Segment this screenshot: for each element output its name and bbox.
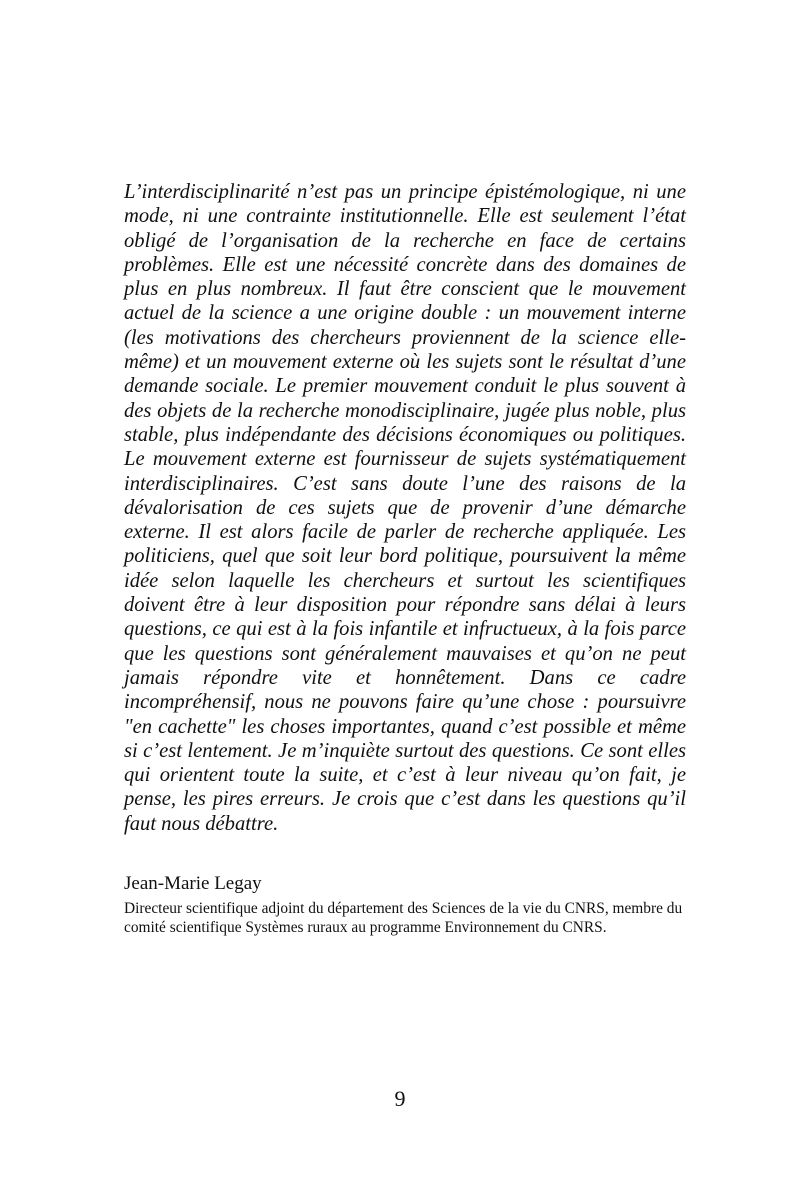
quote-paragraph: L’interdisciplinarité n’est pas un principe épistémologique, ni une mode, ni une contrainte institutionnelle. Elle est seulement l’état obligé de l’organisation de la recherche en face de certains problèmes. Elle est une nécessité concrète dans des domaines de plus en plus nombreux. Il faut être conscient que le mouvement actuel de la science a une origine double : un mouvement interne (les motivations des chercheurs proviennent de la science elle-même) et un mouvement externe où les sujets sont le résultat d’une demande sociale. Le premier mouvement conduit le plus souvent à des objets de la recherche monodisciplinaire, jugée plus noble, plus stable, plus indépendante des décisions économiques ou politiques. Le mouvement externe est fournisseur de sujets systématiquement interdisciplinaires. C’est sans doute l’une des raisons de la dévalorisation de ces sujets que de provenir d’une démarche externe. Il est alors facile de parler de recherche appliquée. Les politiciens, quel que soit leur bord politique, poursuivent la même idée selon laquelle les chercheurs et surtout les scientifiques doivent être à leur disposition pour répondre sans délai à leurs questions, ce qui est à la fois infantile et infructueux, à la fois parce que les questions sont généralement mauvaises et qu’on ne peut jamais répondre vite et honnêtement. Dans ce cadre incompréhensif, nous ne pouvons faire qu’une chose : poursuivre "en cachette" les choses importantes, quand c’est possible et même si c’est lentement. Je m’inquiète surtout des questions. Ce sont elles qui orientent toute la suite, et c’est à leur niveau qu’on fait, je pense, les pires erreurs. Je crois que c’est dans les questions qu’il faut nous débattre. xyxy=(124,181,686,835)
author-name: Jean-Marie Legay xyxy=(124,873,262,894)
page-number: 9 xyxy=(394,1086,406,1111)
author-affiliation: Directeur scientifique adjoint du département des Sciences de la vie du CNRS, membre du comité scientifique Systèmes ruraux au programme Environnement du CNRS. xyxy=(124,900,683,936)
